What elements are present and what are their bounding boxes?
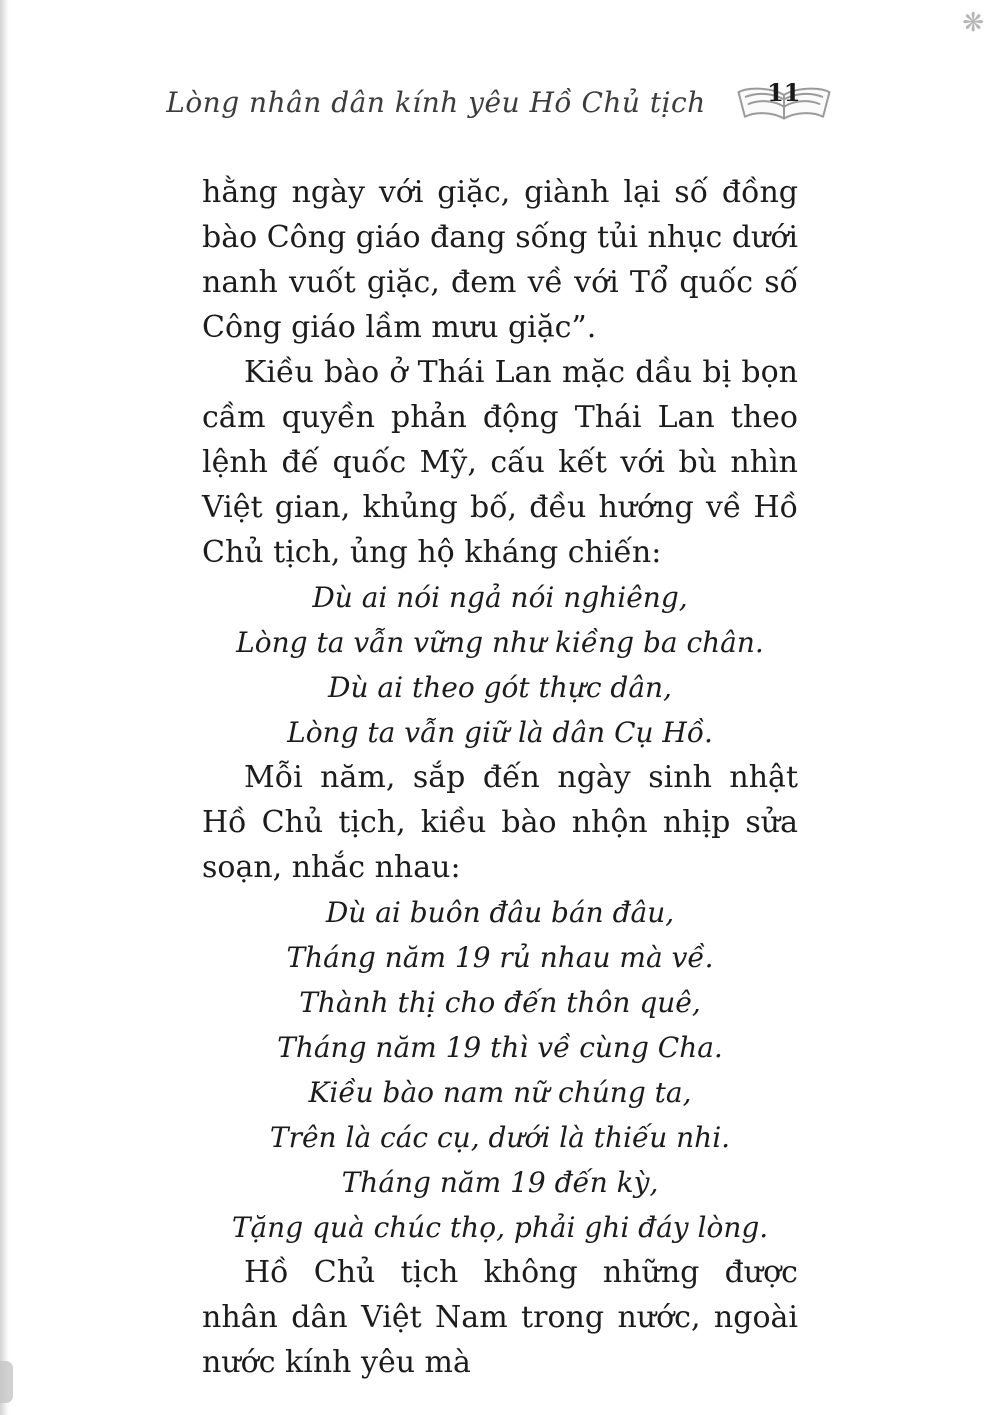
paragraph-moi-nam: Mỗi năm, sắp đến ngày sinh nhật Hồ Chủ tịch, kiều bào nhộn nhịp sửa soạn, nhắc nhau:	[202, 760, 798, 885]
scan-edge-strip	[0, 0, 9, 1415]
flower-icon: ❋	[962, 8, 984, 38]
verse-line: Lòng ta vẫn giữ là dân Cụ Hồ.	[287, 716, 713, 749]
verse-line: Lòng ta vẫn vững như kiềng ba chân.	[236, 626, 764, 659]
verse-line: Dù ai buôn đâu bán đâu,	[325, 896, 675, 929]
verse-line: Thành thị cho đến thôn quê,	[299, 986, 701, 1019]
paragraph-kieu-bao: Kiều bào ở Thái Lan mặc dầu bị bọn cầm quyền phản động Thái Lan theo lệnh đế quốc Mỹ, cấu kết với bù nhìn Việt gian, khủng bố, đều hướng về Hồ Chủ tịch, ủng hộ kháng chiến:	[202, 355, 798, 570]
verse-block-2	[202, 890, 798, 1250]
verse-line: Dù ai theo gót thực dân,	[328, 671, 672, 704]
page-number: 11	[767, 78, 801, 107]
paragraph-ho-chu-tich: Hồ Chủ tịch không những được nhân dân Việt Nam trong nước, ngoài nước kính yêu mà	[202, 1255, 798, 1380]
verse-line: Tháng năm 19 rủ nhau mà về.	[286, 941, 714, 974]
verse-block-1	[202, 575, 798, 755]
body-text	[202, 170, 798, 1385]
paragraph-continuation: hằng ngày với giặc, giành lại số đồng bào Công giáo đang sống tủi nhục dưới nanh vuốt giặc, đem về với Tổ quốc số Công giáo lầm mưu giặc”.	[202, 175, 799, 345]
verse-line: Tháng năm 19 thì về cùng Cha.	[277, 1031, 723, 1064]
page-header	[0, 0, 1000, 124]
verse-line: Trên là các cụ, dưới là thiếu nhi.	[269, 1121, 731, 1154]
verse-line: Kiều bào nam nữ chúng ta,	[308, 1076, 692, 1109]
verse-line: Tặng quà chúc thọ, phải ghi đáy lòng.	[231, 1211, 769, 1244]
page-number-badge	[734, 80, 834, 124]
scan-artifact	[0, 1361, 13, 1403]
verse-line: Dù ai nói ngả nói nghiêng,	[312, 581, 688, 614]
verse-line: Tháng năm 19 đến kỳ,	[341, 1166, 659, 1199]
running-header-title: Lòng nhân dân kính yêu Hồ Chủ tịch	[166, 85, 706, 119]
